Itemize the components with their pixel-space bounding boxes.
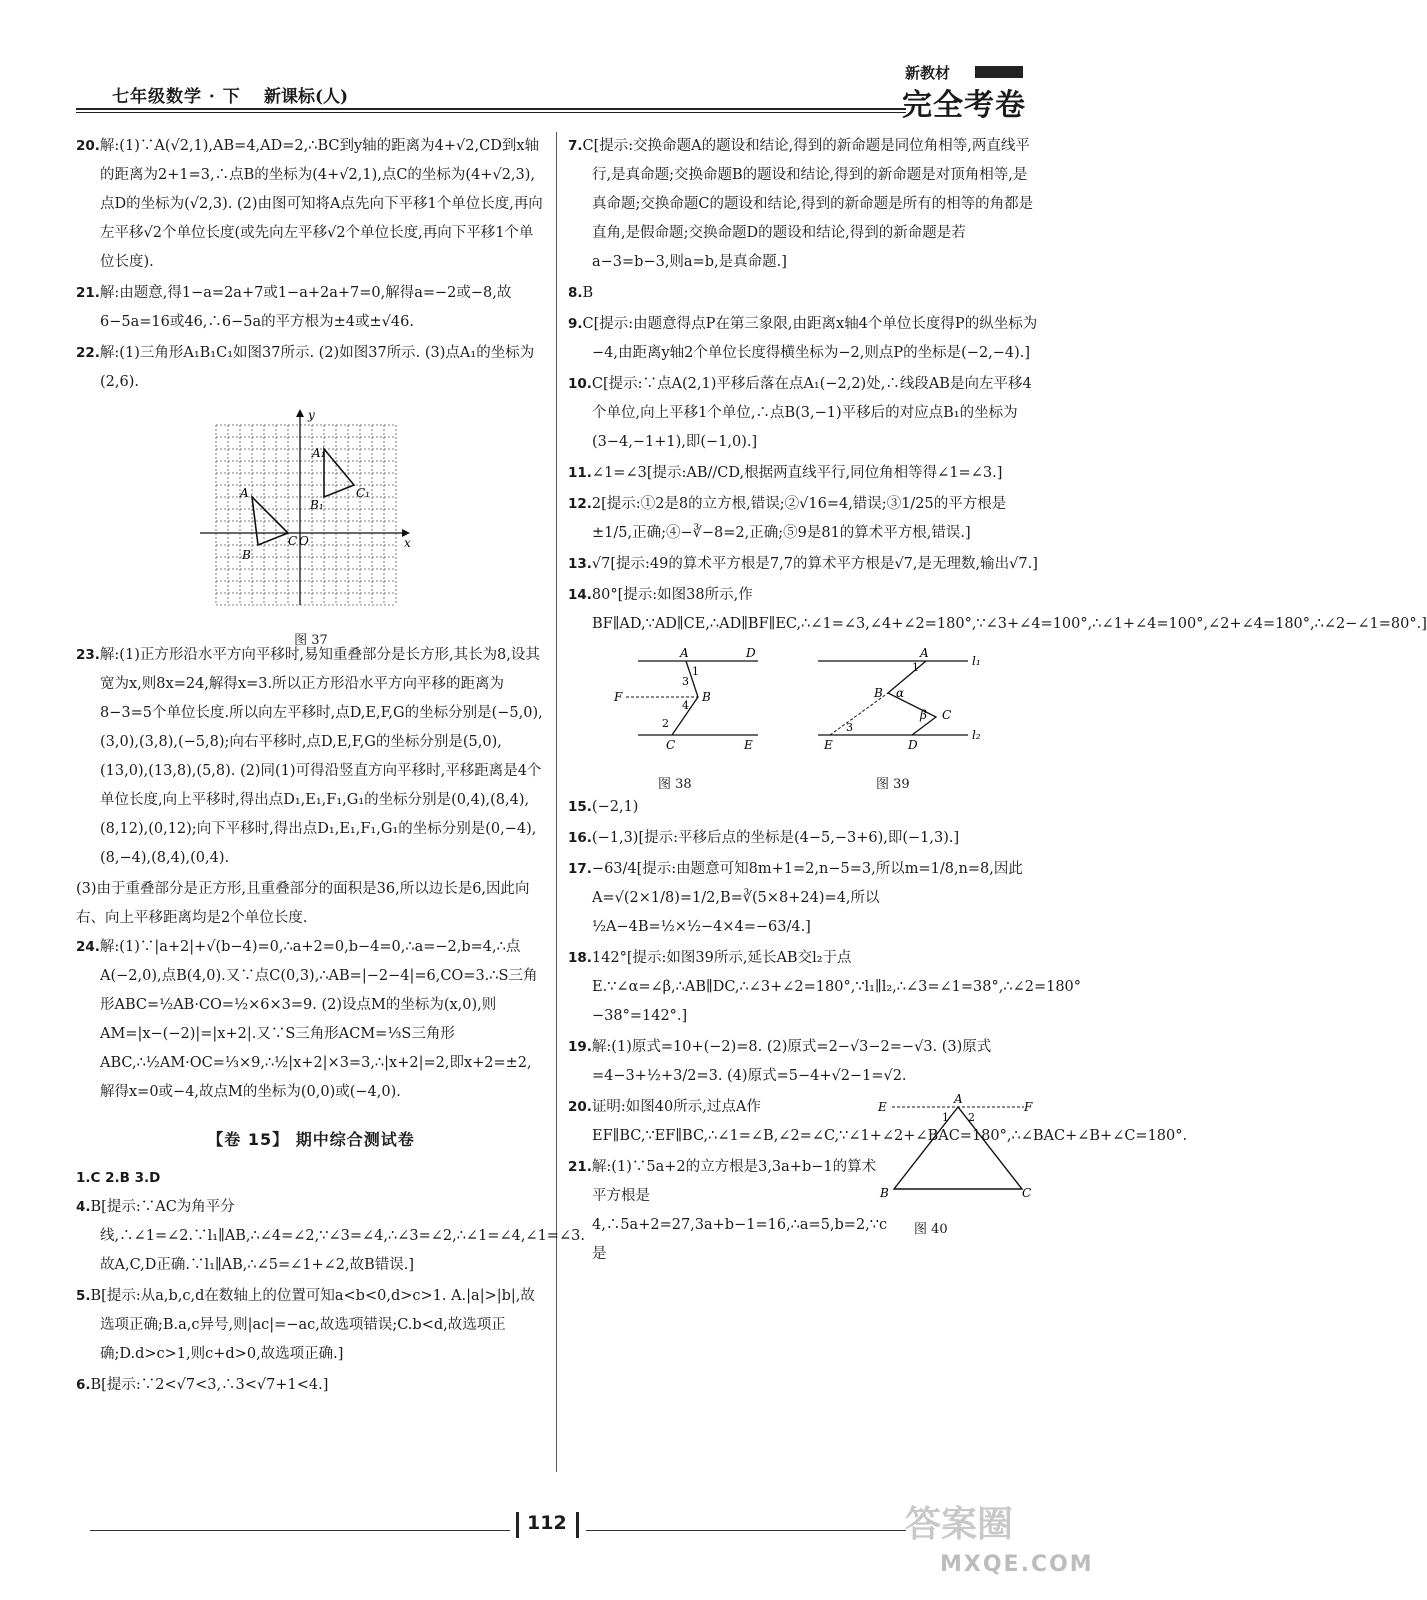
answer-9	[568, 310, 1038, 368]
answer-7	[568, 132, 1038, 277]
question-number: 20.	[76, 138, 100, 154]
figures-38-39	[568, 646, 1038, 792]
figure-39	[818, 646, 981, 752]
answer-19	[568, 1033, 1038, 1091]
answer-text: 解:(1)三角形A₁B₁C₁如图37所示. (2)如图37所示. (3)点A₁的坐标为(2,6).	[99, 345, 535, 390]
question-number: 24.	[76, 939, 100, 955]
label-c: C	[942, 708, 952, 722]
footer-rule-right	[586, 1530, 906, 1531]
label-l1: l₁	[972, 654, 981, 668]
label-e: E	[824, 738, 833, 752]
question-number: 21.	[76, 285, 100, 301]
answer-5	[76, 1282, 546, 1369]
answer-14	[568, 581, 1427, 639]
angle-2: 2	[662, 717, 669, 730]
header-rule	[76, 108, 906, 110]
answer-4	[76, 1193, 585, 1280]
answer-18	[568, 944, 1082, 1031]
answers-1-3: 1.C 2.B 3.D	[76, 1170, 161, 1186]
angle-3: 3	[846, 721, 853, 734]
question-number: 20.	[568, 1099, 592, 1115]
question-number: 14.	[568, 587, 592, 603]
footer-rule-left	[90, 1530, 510, 1531]
answer-11	[568, 459, 1038, 488]
question-number: 7.	[568, 138, 583, 154]
figure-caption: 图 37	[294, 633, 328, 648]
header-rule-thin	[76, 112, 906, 113]
label-f: F	[1024, 1100, 1033, 1114]
question-number: 10.	[568, 376, 592, 392]
book-subtitle: 新课标(人)	[264, 87, 349, 107]
angle-2: 2	[968, 1111, 975, 1124]
answer-text: C[提示:∵点A(2,1)平移后落在点A₁(−2,2)处,∴线段AB是向左平移4个单位,向上平移1个单位,∴点B(3,−1)平移后的对应点B₁的坐标为(3−4,−1+1),即(−1,0).]	[591, 376, 1032, 450]
angle-3: 3	[682, 675, 689, 688]
answer-21	[568, 1153, 888, 1269]
book-title: 七年级数学 · 下	[112, 87, 241, 107]
answer-10	[568, 370, 1038, 457]
label-b: B	[702, 690, 711, 704]
parallel-lines-figures	[568, 647, 1038, 759]
section-title: 【卷 15】 期中综合测试卷	[207, 1130, 415, 1149]
label-f: F	[614, 690, 623, 704]
label-c: C	[288, 534, 298, 548]
answer-text: C[提示:由题意得点P在第三象限,由距离x轴4个单位长度得P的纵坐标为−4,由距离y轴2个单位长度得横坐标为−2,则点P的坐标是(−2,−4).]	[582, 316, 1038, 361]
answer-text: 80°[提示:如图38所示,作BF∥AD,∵AD∥CE,∴AD∥BF∥EC,∴∠1=∠3,∠4+∠2=180°,∵∠3+∠4=100°,∴∠1+∠4=100°,∠2+∠4=180°,∴∠2−∠1=80°.]	[591, 587, 1427, 632]
question-number: 22.	[76, 345, 100, 361]
answer-17	[568, 855, 1038, 942]
answer-text: B[提示:∵AC为角平分线,∴∠1=∠2.∵l₁∥AB,∴∠4=∠2,∵∠3=∠4,∴∠3=∠2,∴∠1=∠4,∠1=∠3.故A,C,D正确.∵l₁∥AB,∴∠5=∠1+∠2,故B错误.]	[90, 1199, 585, 1273]
answer-text: 解:(1)正方形沿水平方向平移时,易知重叠部分是长方形,其长为8,设其宽为x,则8x=24,解得x=3.所以正方形沿水平方向平移的距离为8−3=5个单位长度.所以向左平移时,点D,E,F,G的坐标分别是(−5,0),(3,0),(3,8),(−5,8);向右平移时,点D,E,F,G的坐标分别是(5,0),(13,0),(13,8),(5,8). (2)同(1)可得沿竖直方向平移时,平移距离是4个单位长度,向上平移时,得出点D₁,E₁,F₁,G₁的坐标分别是(0,4),(8,4),(8,12),(0,12);向下平移时,得出点D₁,E₁,F₁,G₁的坐标分别是(0,−4),(8,−4),(8,4),(0,4).	[99, 647, 543, 866]
answer-text: B[提示:∵2<√7<3,∴3<√7+1<4.]	[90, 1377, 329, 1393]
label-l2: l₂	[972, 728, 981, 742]
label-b1: B₁	[310, 498, 324, 512]
column-divider	[556, 132, 557, 1472]
question-number: 9.	[568, 316, 583, 332]
question-number: 12.	[568, 496, 592, 512]
label-e: E	[744, 738, 753, 752]
question-number: 17.	[568, 861, 592, 877]
question-number: 23.	[76, 647, 100, 663]
triangle-abc	[894, 1107, 1022, 1189]
question-number: 19.	[568, 1039, 592, 1055]
answer-text: 证明:如图40所示,过点A作EF∥BC,∵EF∥BC,∴∠1=∠B,∠2=∠C,∵∠1+∠2+∠BAC=180°,∴∠BAC+∠B+∠C=180°.	[591, 1099, 1188, 1144]
answer-12	[568, 490, 1038, 548]
answer-text: −63/4[提示:由题意可知8m+1=2,n−5=3,所以m=1/8,n=8,因此A=√(2×1/8)=1/2,B=∛(5×8+24)=4,所以½A−4B=½×½−4×4=−63/4.]	[591, 861, 1023, 935]
answer-8	[568, 279, 1038, 308]
figure-37	[76, 405, 546, 648]
label-o: O	[299, 534, 309, 548]
page-number-bar-right	[576, 1512, 579, 1538]
answer-text: (−2,1)	[591, 799, 639, 815]
question-number: 5.	[76, 1288, 91, 1304]
figure-38	[613, 646, 758, 752]
figure-40	[874, 1093, 1034, 1243]
label-b: B	[874, 686, 883, 700]
question-number: 4.	[76, 1199, 91, 1215]
answer-text: B	[582, 285, 594, 301]
answer-24	[76, 933, 546, 1107]
label-beta: β	[920, 708, 927, 722]
answer-text: (−1,3)[提示:平移后点的坐标是(4−5,−3+6),即(−1,3).]	[591, 830, 960, 846]
answer-text: 解:(1)∵|a+2|+√(b−4)=0,∴a+2=0,b−4=0,∴a=−2,b=4,∴点A(−2,0),点B(4,0).又∵点C(0,3),∴AB=|−2−4|=6,CO=3.∴S三角形ABC=½AB·CO=½×6×3=9. (2)设点M的坐标为(x,0),则AM=|x−(−2)|=|x+2|.又∵S三角形ACM=⅓S三角形ABC,∴½AM·OC=⅓×9,∴½|x+2|×3=3,∴|x+2|=2,即x+2=±2,解得x=0或−4,故点M的坐标为(0,0)或(−4,0).	[99, 939, 538, 1100]
watermark-logo: 答案圈	[905, 1504, 1014, 1545]
answer-22	[76, 339, 546, 397]
label-a1: A₁	[312, 446, 326, 460]
answer-20	[568, 1093, 1188, 1151]
figure-38-caption: 图 38	[658, 777, 692, 792]
answer-20	[76, 132, 546, 277]
label-alpha: α	[896, 686, 905, 700]
question-number: 13.	[568, 556, 592, 572]
question-number: 21.	[568, 1159, 592, 1175]
label-e: E	[878, 1100, 887, 1114]
figure-39-caption: 图 39	[876, 777, 910, 792]
question-number: 6.	[76, 1377, 91, 1393]
label-d: D	[746, 646, 756, 660]
answer-text: √7[提示:49的算术平方根是7,7的算术平方根是√7,是无理数,输出√7.]	[591, 556, 1038, 572]
answer-16	[568, 824, 1038, 853]
question-number: 16.	[568, 830, 592, 846]
angle-4: 4	[682, 699, 689, 712]
answer-23-part3: (3)由于重叠部分是正方形,且重叠部分的面积是36,所以边长是6,因此向右、向上平移距离均是2个单位长度.	[76, 881, 530, 926]
question-number: 11.	[568, 465, 592, 481]
figure-40-caption: 图 40	[914, 1222, 948, 1237]
right-column	[568, 132, 1427, 1271]
label-c1: C₁	[356, 486, 370, 500]
label-a: A	[920, 646, 929, 660]
page-number-bar-left	[516, 1512, 519, 1538]
label-d: D	[908, 738, 918, 752]
watermark-url: MXQE.COM	[940, 1552, 1094, 1577]
page-header	[0, 0, 1103, 123]
answer-21	[76, 279, 546, 337]
angle-1: 1	[912, 661, 919, 674]
x-label: x	[404, 536, 411, 550]
y-label: y	[308, 408, 315, 422]
brand-bar	[975, 66, 1023, 78]
brand-tagline: 新教材	[905, 64, 951, 82]
coordinate-grid-figure	[76, 405, 546, 605]
angle-1: 1	[942, 1111, 949, 1124]
grid-lines	[216, 425, 396, 605]
answer-text: 解:(1)∵A(√2,1),AB=4,AD=2,∴BC到y轴的距离为4+√2,CD到x轴的距离为2+1=3,∴点B的坐标为(4+√2,1),点C的坐标为(4+√2,3),点D的坐标为(√2,3). (2)由图可知将A点先向下平移1个单位长度,再向左平移√2个单位长度(或先向左平移√2个单位长度,再向下平移1个单位长度).	[99, 138, 543, 270]
angle-1: 1	[692, 665, 699, 678]
answer-text: 2[提示:①2是8的立方根,错误;②√16=4,错误;③1/25的平方根是±1/5,正确;④−∛−8=2,正确;⑤9是81的算术平方根,错误.]	[591, 496, 1007, 541]
triangle-figure	[874, 1093, 1034, 1213]
answer-13	[568, 550, 1038, 579]
answer-text: 解:(1)原式=10+(−2)=8. (2)原式=2−√3−2=−√3. (3)原式=4−3+½+3/2=3. (4)原式=5−4+√2−1=√2.	[591, 1039, 992, 1084]
page-number: 112	[527, 1512, 567, 1534]
question-number: 18.	[568, 950, 592, 966]
label-c: C	[666, 738, 676, 752]
answer-text: 解:由题意,得1−a=2a+7或1−a+2a+7=0,解得a=−2或−8,故6−5a=16或46,∴6−5a的平方根为±4或±√46.	[99, 285, 512, 330]
brand-logo: 完全考卷	[902, 88, 1026, 123]
answer-15	[568, 793, 1038, 822]
label-c: C	[1022, 1186, 1032, 1200]
y-axis-arrow-icon	[296, 409, 304, 417]
answer-text: 解:(1)∵5a+2的立方根是3,3a+b−1的算术平方根是4,∴5a+2=27,3a+b−1=16,∴a=5,b=2,∵c是	[591, 1159, 888, 1262]
label-a: A	[680, 646, 689, 660]
answer-text: ∠1=∠3[提示:AB//CD,根据两直线平行,同位角相等得∠1=∠3.]	[591, 465, 1003, 481]
question-number: 15.	[568, 799, 592, 815]
question-number: 8.	[568, 285, 583, 301]
answer-text: 142°[提示:如图39所示,延长AB交l₂于点E.∵∠α=∠β,∴AB∥DC,∴∠3+∠2=180°,∵l₁∥l₂,∴∠3=∠1=38°,∴∠2=180°−38°=142°.]	[591, 950, 1082, 1024]
answer-text: C[提示:交换命题A的题设和结论,得到的新命题是同位角相等,两直线平行,是真命题;交换命题B的题设和结论,得到的新命题是对顶角相等,是真命题;交换命题C的题设和结论,得到的新命题是所有的相等的角都是直角,是假命题;交换命题D的题设和结论,得到的新命题是若a−3=b−3,则a=b,是真命题.]	[582, 138, 1034, 270]
answer-6	[76, 1371, 546, 1400]
answer-text: B[提示:从a,b,c,d在数轴上的位置可知a<b<0,d>c>1. A.|a|>|b|,故选项正确;B.a,c异号,则|ac|=−ac,故选项错误;C.b<d,故选项正确;D.d>c>1,则c+d>0,故选项正确.]	[90, 1288, 535, 1362]
label-b: B	[242, 548, 251, 562]
label-a: A	[954, 1092, 963, 1106]
answer-23	[76, 641, 546, 873]
label-a: A	[240, 486, 249, 500]
label-b: B	[880, 1186, 889, 1200]
